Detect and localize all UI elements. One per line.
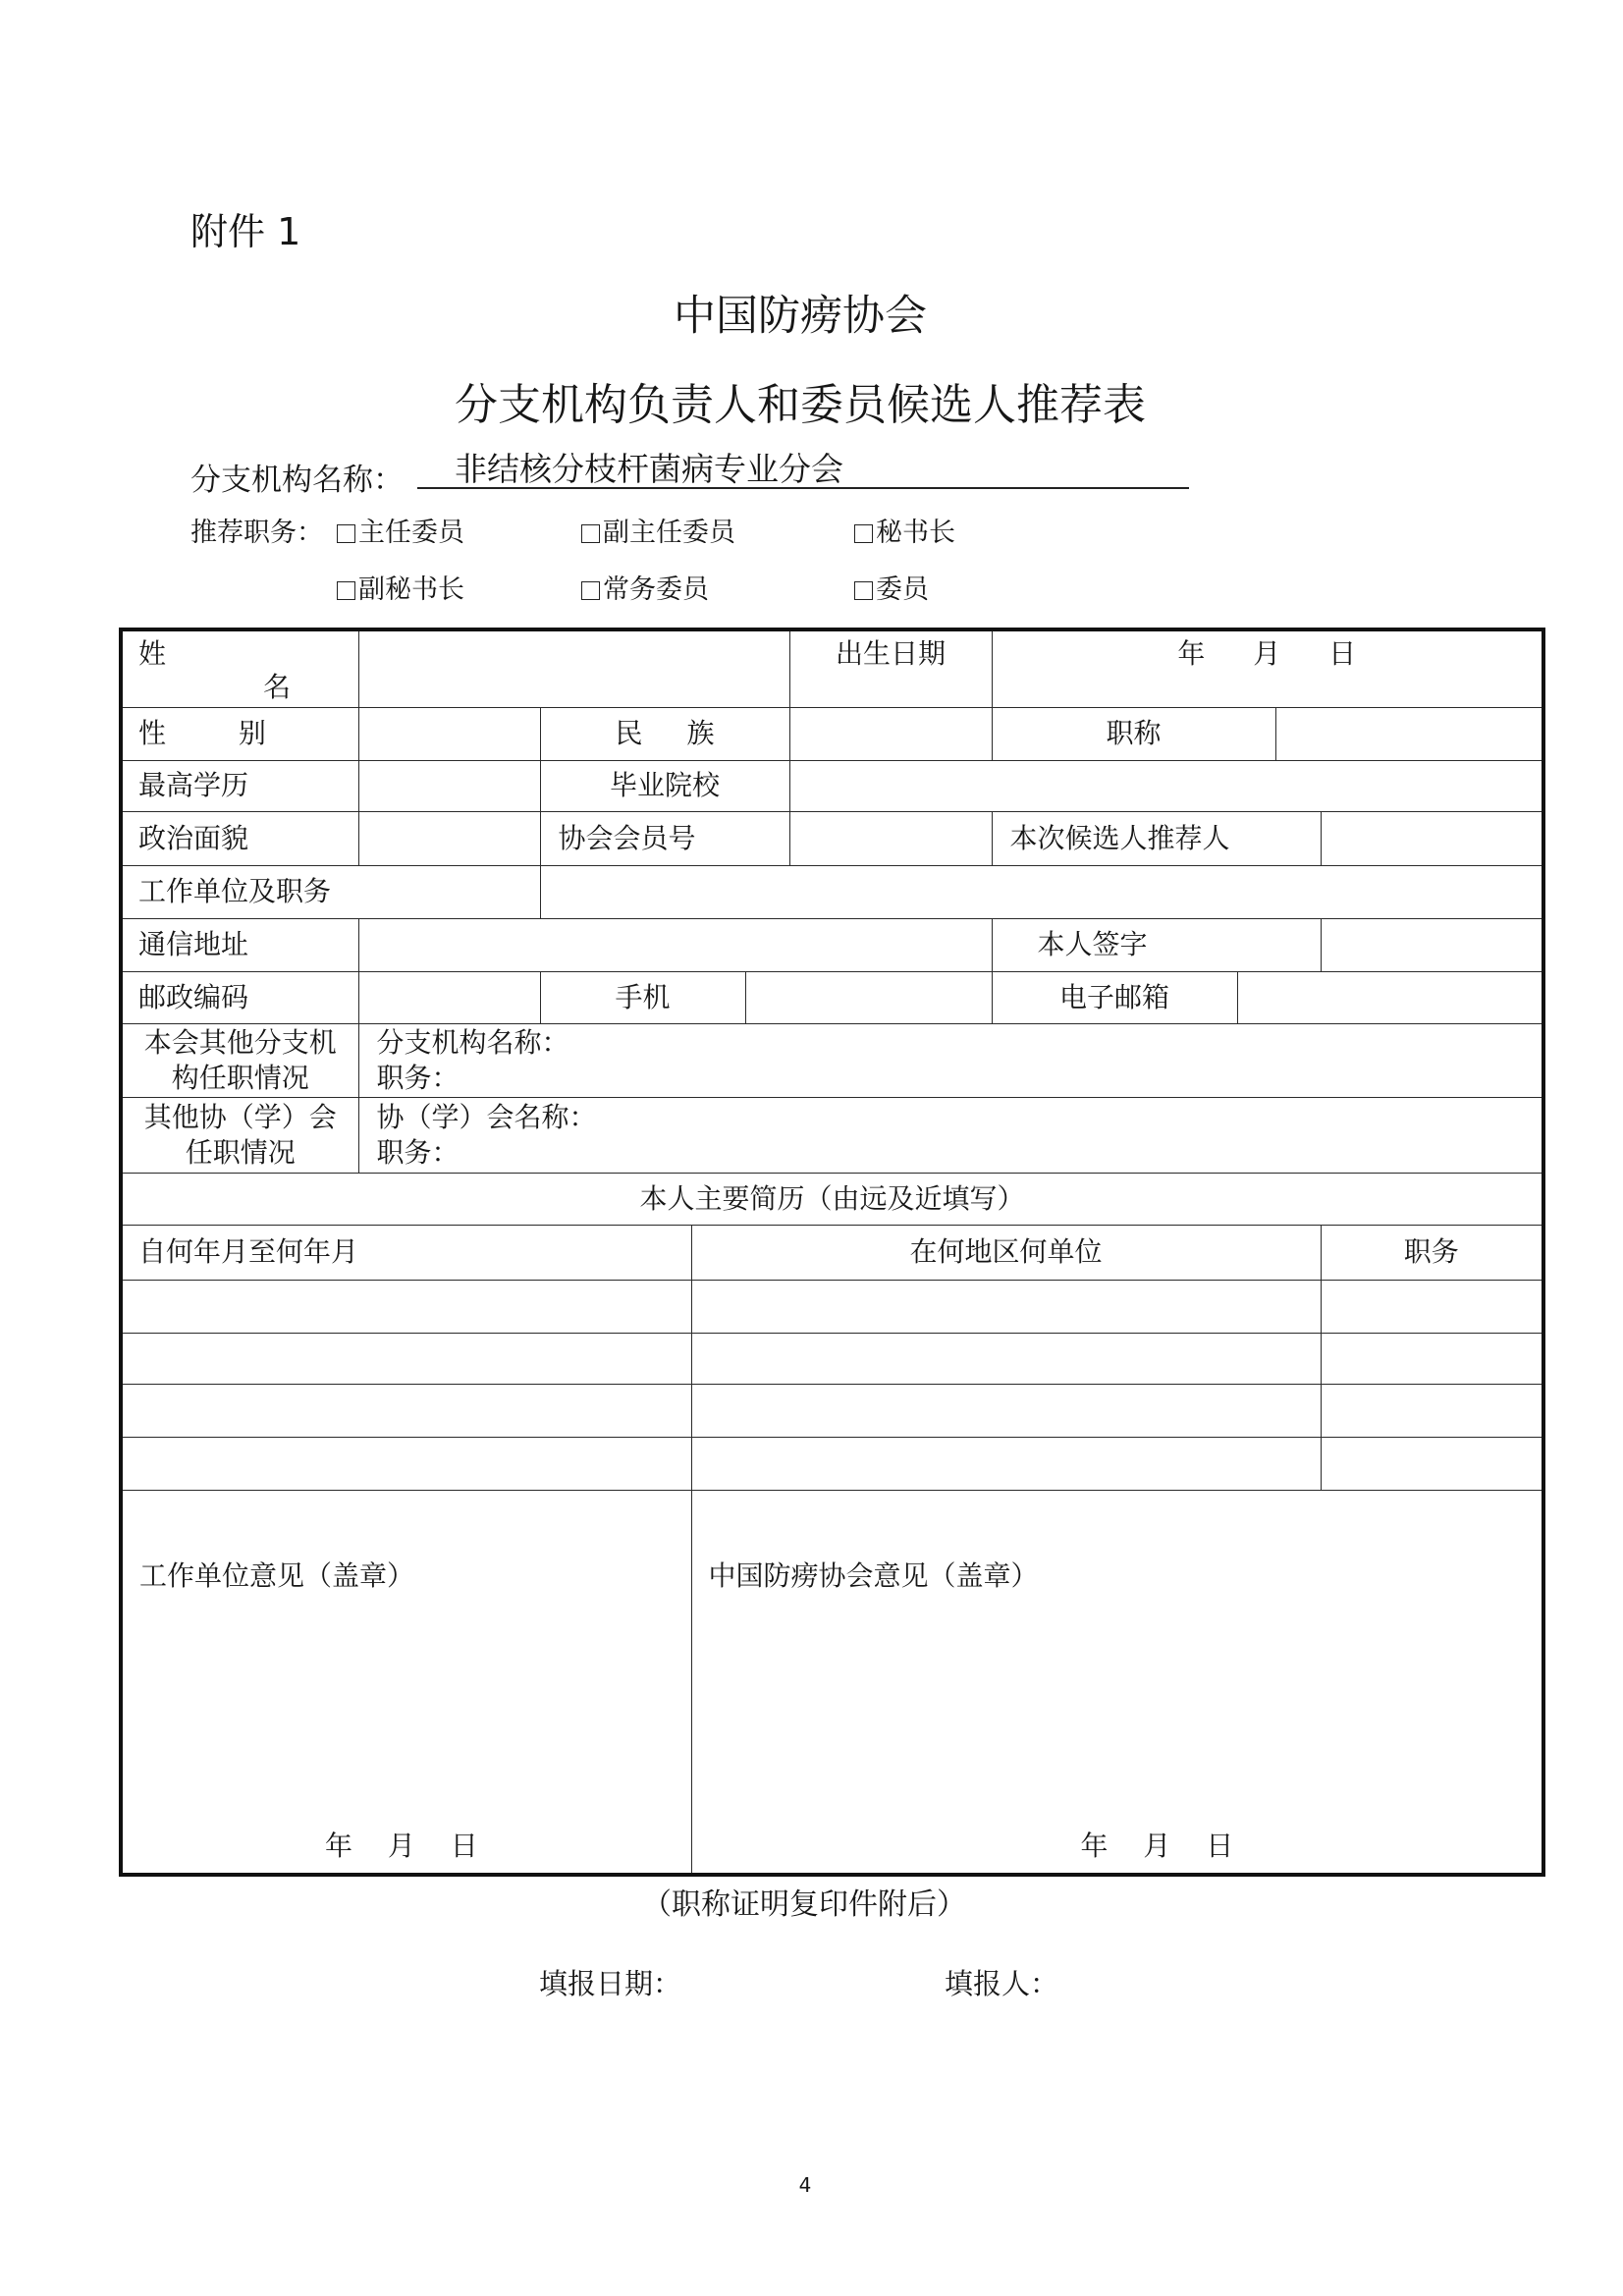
other-assoc-name-field: 协（学）会名称： [376,1100,597,1133]
other-branch-content-cell [358,1023,1543,1097]
checkbox-icon [581,524,600,543]
resume-header-unit: 在何地区何单位 [691,1225,1321,1280]
name-value-cell [358,629,789,707]
checkbox-icon [337,524,355,543]
postcode-label: 邮政编码 [121,971,358,1023]
option-chair [337,519,464,548]
recommender-label: 本次候选人推荐人 [992,811,1321,865]
gender-value-cell [358,707,540,760]
title-value-cell [1275,707,1543,760]
resume-title: 本人主要简历（由远及近填写） [121,1173,1543,1225]
other-assoc-duty-field: 职务： [376,1135,460,1169]
page-number: 4 [798,2173,812,2197]
filler-label: 填报人： [945,1967,1059,2000]
work-opinion-date: 年 月 日 [325,1829,478,1862]
table-row [121,1280,1543,1333]
other-branch-label-cell [121,1023,358,1097]
member-no-value-cell [789,811,992,865]
title-label: 职称 [992,707,1275,760]
address-label: 通信地址 [121,918,358,971]
table-row [121,1333,1543,1384]
resume-duty-cell [1321,1280,1543,1333]
attachment-label: 附件 1 [190,210,301,253]
name-label-first: 姓 [138,637,167,670]
signature-label: 本人签字 [992,918,1321,971]
name-label-cell [121,629,358,707]
address-value-cell [358,918,992,971]
ethnicity-value-cell [789,707,992,760]
resume-period-cell [121,1384,691,1437]
mobile-label: 手机 [540,971,745,1023]
school-label: 毕业院校 [540,760,789,811]
resume-period-cell [121,1280,691,1333]
recommendation-table [119,628,1545,1877]
school-value-cell [789,760,1543,811]
email-value-cell [1237,971,1543,1023]
resume-duty-cell [1321,1333,1543,1384]
resume-unit-cell [691,1437,1321,1490]
option-vice-chair [581,519,735,548]
recommender-value-cell [1321,811,1543,865]
other-branch-label-line: 本会其他分支机 [143,1025,337,1059]
postcode-value-cell [358,971,540,1023]
education-label: 最高学历 [121,760,358,811]
assoc-opinion-cell [691,1490,1543,1875]
position-label: 推荐职务： [190,518,323,548]
other-assoc-label-cell [121,1097,358,1173]
option-label: 常务委员 [603,574,709,605]
gender-label: 性 别 [138,717,266,749]
option-label: 秘书长 [876,518,955,548]
branch-name-label: 分支机构名称： [190,463,404,498]
mobile-value-cell [745,971,992,1023]
resume-unit-cell [691,1333,1321,1384]
resume-period-cell [121,1333,691,1384]
work-opinion-cell [121,1490,691,1875]
document-title: 中国防痨协会 [674,292,927,341]
other-assoc-label-line: 其他协（学）会 [143,1100,337,1133]
other-branch-duty-field: 职务： [376,1061,460,1094]
ethnicity-label-cell [540,707,789,760]
option-standing-member [581,575,709,605]
political-label: 政治面貌 [121,811,358,865]
work-label: 工作单位及职务 [121,865,540,918]
assoc-opinion-label: 中国防痨协会意见（盖章） [708,1558,1039,1592]
birth-date-value-cell [992,629,1543,707]
resume-period-cell [121,1437,691,1490]
resume-duty-cell [1321,1384,1543,1437]
email-label: 电子邮箱 [992,971,1237,1023]
checkbox-icon [854,581,873,600]
birth-date-label: 出生日期 [789,629,992,707]
fill-date-label: 填报日期： [539,1967,682,2000]
other-assoc-label-line: 任职情况 [185,1135,296,1169]
branch-name-value: 非结核分枝杆菌病专业分会 [455,450,843,488]
political-value-cell [358,811,540,865]
member-no-label: 协会会员号 [540,811,789,865]
document-subtitle: 分支机构负责人和委员候选人推荐表 [455,380,1146,430]
resume-header-period: 自何年月至何年月 [121,1225,691,1280]
option-member [854,575,929,605]
assoc-opinion-date: 年 月 日 [1080,1829,1234,1862]
signature-value-cell [1321,918,1543,971]
table-row [121,1384,1543,1437]
resume-unit-cell [691,1384,1321,1437]
option-secretary-general [854,519,955,548]
checkbox-icon [854,524,873,543]
option-label: 主任委员 [358,518,464,548]
resume-header-duty: 职务 [1321,1225,1543,1280]
attachment-note: （职称证明复印件附后） [642,1887,966,1922]
option-deputy-secretary-general [337,575,464,605]
option-label: 委员 [876,574,929,605]
branch-name-line [417,452,1189,489]
resume-duty-cell [1321,1437,1543,1490]
option-label: 副秘书长 [358,574,464,605]
table-row [121,1437,1543,1490]
resume-unit-cell [691,1280,1321,1333]
other-branch-label-line: 构任职情况 [171,1061,309,1094]
work-value-cell [540,865,1543,918]
ethnicity-label: 民 族 [615,717,715,749]
name-label-second: 名 [263,671,292,703]
gender-label-cell [121,707,358,760]
work-opinion-label: 工作单位意见（盖章） [139,1558,415,1592]
checkbox-icon [581,581,600,600]
other-branch-name-field: 分支机构名称： [376,1025,569,1059]
other-assoc-content-cell [358,1097,1543,1173]
option-label: 副主任委员 [603,518,735,548]
birth-date-placeholder: 年 月 日 [1177,637,1357,670]
checkbox-icon [337,581,355,600]
education-value-cell [358,760,540,811]
